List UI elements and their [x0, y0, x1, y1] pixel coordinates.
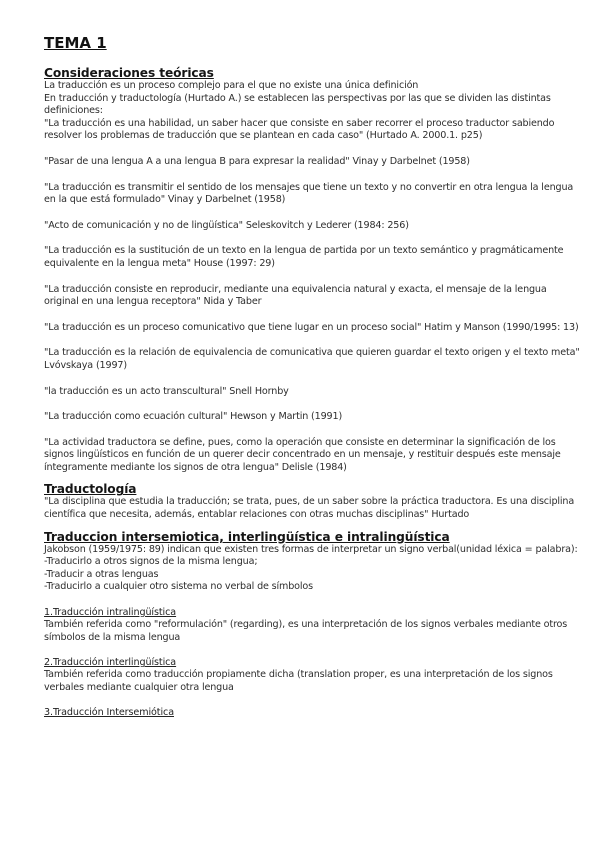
quote-4: "Acto de comunicación y no de lingüística" Seleskovitch y Lederer (1984: 256) [44, 219, 409, 231]
subheading-interlinguistica: 2.Traducción interlingüística [44, 657, 177, 669]
list-item-3: -Traducirlo a cualquier otro sistema no verbal de símbolos [44, 581, 313, 593]
quote-6: "La traducción consiste en reproducir, mediante una equivalencia natural y exacta, el mensaje de la lengua original en una lengua receptora" Nida y Taber [44, 283, 547, 308]
heading-traduccion: Traduccion intersemiotica, interlingüística e intralingüística [44, 529, 450, 544]
subheading-intersemiotica: 3.Traducción Intersemiótica [44, 707, 174, 719]
page-title: TEMA 1 [44, 34, 107, 52]
quote-11: "La actividad traductora se define, pues, como la operación que consiste en determinar la significación de los signos lingüísticos en función de un querer decir concentrado en un mensaje, y restituir después este mensaje íntegramente mediante los signos de otra lengua" Delisle (1984) [44, 436, 561, 473]
quote-2: "Pasar de una lengua A a una lengua B para expresar la realidad" Vinay y Darbelnet (1958) [44, 155, 470, 167]
list-item-1: -Traducirlo a otros signos de la misma lengua; [44, 556, 258, 568]
subheading-intralinguistica: 1.Traducción intralingüística [44, 607, 177, 619]
quote-8: "La traducción es la relación de equivalencia de comunicativa que quieren guardar el texto origen y el texto meta" Lvóvskaya (1997) [44, 347, 580, 371]
heading-consideraciones: Consideraciones teóricas [44, 66, 214, 80]
quote-10: "La traducción como ecuación cultural" Hewson y Martin (1991) [44, 411, 343, 423]
quote-1: "La traducción es una habilidad, un saber hacer que consiste en saber recorrer el proceso traductor sabiendo resolver los problemas de traducción que se plantean en cada caso" (Hurtado A. 2000.1. p25) [44, 117, 555, 142]
heading-traductologia: Traductología [44, 482, 137, 497]
list-item-2: -Traducir a otras lenguas [44, 568, 159, 580]
traductologia-text: "La disciplina que estudia la traducción; se trata, pues, de un saber sobre la práctica traductora. Es una disciplina científica que necesita, además, entablar relaciones con otras muchas disciplinas" Hurtado [44, 496, 575, 521]
intro-paragraph-1: La traducción es un proceso complejo para el que no existe una única definición [44, 80, 419, 91]
quote-7: "La traducción es un proceso comunicativo que tiene lugar en un proceso social" Hatim y Manson (1990/1995: 13) [44, 321, 579, 333]
jakobson-intro: Jakobson (1959/1975: 89) indican que existen tres formas de interpretar un signo verbal(unidad léxica = palabra): [44, 543, 578, 555]
quote-9: "la traducción es un acto transcultural" Snell Hornby [44, 385, 289, 397]
quote-3: "La traducción es transmitir el sentido de los mensajes que tiene un texto y no convertir en otra lengua la lengua en la que está formulado" Vinay y Darbelnet (1958) [44, 181, 574, 206]
document-body [44, 66, 584, 719]
intralinguistica-text: También referida como "reformulación" (regarding), es una interpretación de los signos verbales mediante otros símbolos de la misma lengua [44, 619, 568, 643]
intro-paragraph-2: En traducción y traductología (Hurtado A.) se establecen las perspectivas por las que se dividen las distintas definiciones: [44, 92, 551, 117]
interlinguistica-text: También referida como traducción propiamente dicha (translation proper, es una interpretación de los signos verbales mediante cualquier otra lengua [44, 669, 553, 693]
quote-5: "La traducción es la sustitución de un texto en la lengua de partida por un texto semántico y pragmáticamente equivalente en la lengua meta" House (1997: 29) [44, 245, 564, 269]
